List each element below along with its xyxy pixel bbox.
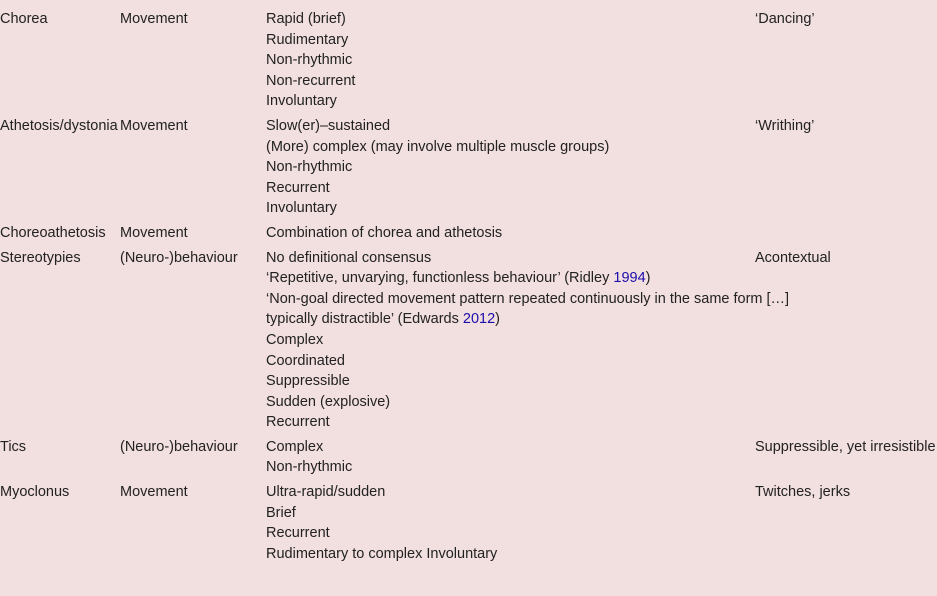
description-cell xyxy=(755,223,937,248)
feature-text: Brief xyxy=(266,504,296,521)
feature-line xyxy=(266,71,755,92)
feature-text: typically distractible’ (Edwards xyxy=(266,311,463,328)
table-row xyxy=(0,482,937,568)
feature-text: Complex xyxy=(266,331,324,348)
feature-text: Non-rhythmic xyxy=(266,459,353,476)
feature-line xyxy=(266,9,755,30)
feature-text: Non-rhythmic xyxy=(266,159,353,176)
feature-text: Recurrent xyxy=(266,179,330,196)
feature-text: Recurrent xyxy=(266,525,330,542)
feature-line xyxy=(266,412,755,433)
feature-text-suffix: ) xyxy=(495,311,500,328)
term-cell: Chorea xyxy=(0,11,48,27)
feature-line xyxy=(266,91,755,112)
term-cell: Stereotypies xyxy=(0,249,81,266)
features-cell xyxy=(266,437,755,482)
feature-line xyxy=(266,309,755,330)
category-cell: Movement xyxy=(120,224,188,241)
category-cell: Movement xyxy=(120,484,188,501)
feature-line xyxy=(266,50,755,71)
feature-line xyxy=(266,351,755,372)
feature-line xyxy=(266,137,755,158)
table-row xyxy=(0,116,937,223)
term-cell: Choreoathetosis xyxy=(0,224,106,241)
feature-text-suffix: ) xyxy=(645,270,651,287)
feature-text: Complex xyxy=(266,438,324,455)
feature-line xyxy=(266,482,755,503)
feature-text: Combination of chorea and athetosis xyxy=(266,224,503,241)
feature-text: No definitional consensus xyxy=(266,249,432,266)
feature-line xyxy=(266,268,755,289)
feature-line xyxy=(266,178,755,199)
description-cell: Acontextual xyxy=(755,249,831,266)
features-cell xyxy=(266,248,790,437)
feature-line xyxy=(266,198,755,219)
feature-text: Non-rhythmic xyxy=(266,52,353,69)
feature-line xyxy=(266,503,755,524)
term-cell: Tics xyxy=(0,438,27,455)
description-cell: ‘Writhing’ xyxy=(755,117,815,134)
feature-line xyxy=(266,523,755,544)
category-cell: (Neuro-)behaviour xyxy=(120,249,238,266)
citation-link[interactable]: 1994 xyxy=(613,270,646,287)
feature-line xyxy=(266,371,755,392)
feature-line xyxy=(266,330,755,351)
feature-text: ‘Repetitive, unvarying, functionless behaviour’ (Ridley xyxy=(266,270,614,287)
citation-link[interactable]: 2012 xyxy=(462,311,496,328)
feature-line xyxy=(266,116,755,137)
term-cell: Myoclonus xyxy=(0,484,70,501)
features-cell xyxy=(266,482,755,568)
feature-text: Rapid (brief) xyxy=(266,11,346,27)
feature-line xyxy=(266,437,755,458)
feature-text: (More) complex (may involve multiple muscle groups) xyxy=(266,138,610,155)
feature-text: Non-recurrent xyxy=(266,72,356,89)
feature-text: ‘Non-goal directed movement pattern repeated continuously in the same form […] xyxy=(266,290,790,307)
feature-line xyxy=(266,157,755,178)
description-cell: ‘Dancing’ xyxy=(755,11,815,27)
movement-disorders-table xyxy=(0,9,937,568)
description-cell: Suppressible, yet irresistible xyxy=(755,438,936,455)
feature-text: Sudden (explosive) xyxy=(266,393,391,410)
feature-text: Involuntary xyxy=(266,200,337,217)
features-cell xyxy=(266,9,755,116)
category-cell: (Neuro-)behaviour xyxy=(120,438,238,455)
table-row xyxy=(0,437,937,482)
feature-line xyxy=(266,289,790,310)
table-row xyxy=(0,9,937,116)
description-cell: Twitches, jerks xyxy=(755,484,851,501)
feature-text: Ultra-rapid/sudden xyxy=(266,484,386,501)
feature-text: Suppressible xyxy=(266,373,350,390)
category-cell: Movement xyxy=(120,117,188,134)
feature-line xyxy=(266,392,755,413)
feature-line xyxy=(266,248,755,269)
feature-text: Involuntary xyxy=(266,93,337,110)
category-cell: Movement xyxy=(120,11,188,27)
features-cell xyxy=(266,223,755,248)
feature-text: Coordinated xyxy=(266,352,345,369)
table-row xyxy=(0,248,937,437)
feature-line xyxy=(266,223,755,244)
feature-text: Slow(er)–sustained xyxy=(266,117,391,134)
feature-line xyxy=(266,457,755,478)
feature-text: Recurrent xyxy=(266,414,330,431)
table-body xyxy=(0,9,937,568)
table-row xyxy=(0,223,937,248)
feature-line xyxy=(266,30,755,51)
term-cell: Athetosis/dystonia xyxy=(0,117,118,134)
feature-line xyxy=(266,544,755,565)
feature-text: Rudimentary to complex Involuntary xyxy=(266,545,498,562)
feature-text: Rudimentary xyxy=(266,31,349,48)
features-cell xyxy=(266,116,755,223)
